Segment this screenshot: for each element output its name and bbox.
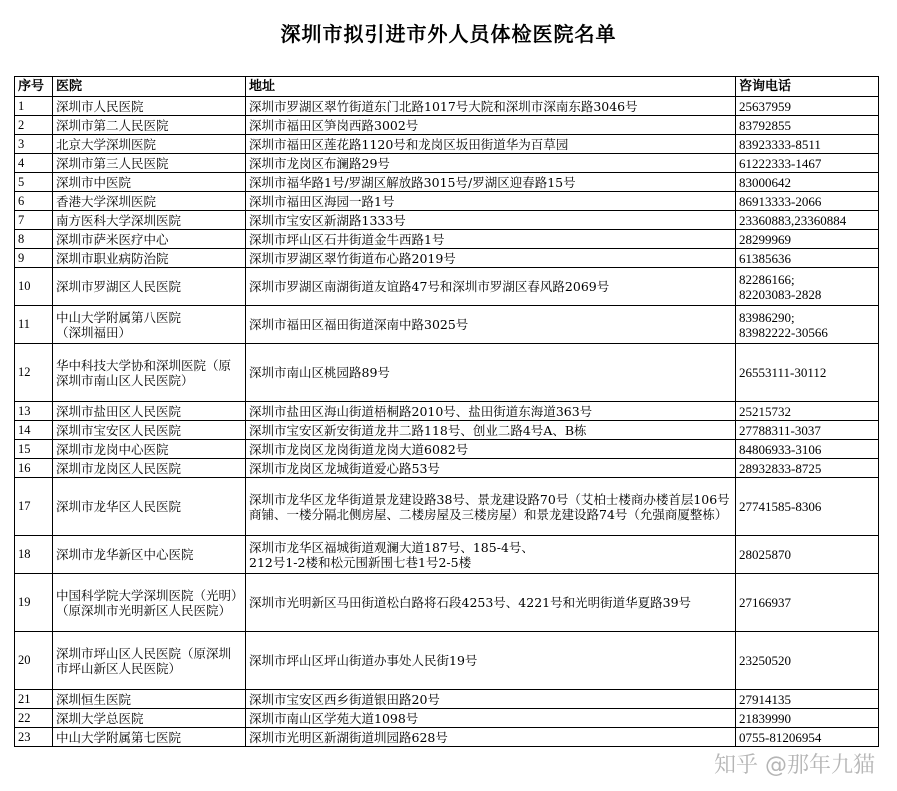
row-phone: 82286166; 82203083-2828 (736, 268, 879, 306)
table-row (15, 230, 879, 249)
row-seq: 4 (15, 154, 53, 173)
row-hospital: 中国科学院大学深圳医院（光明）（原深圳市光明新区人民医院） (53, 574, 246, 632)
row-hospital: 中山大学附属第八医院 （深圳福田） (53, 306, 246, 344)
row-hospital: 中山大学附属第七医院 (53, 728, 246, 747)
row-seq: 8 (15, 230, 53, 249)
row-hospital: 华中科技大学协和深圳医院（原深圳市南山区人民医院） (53, 344, 246, 402)
row-hospital: 深圳市中医院 (53, 173, 246, 192)
row-phone: 84806933-3106 (736, 440, 879, 459)
row-seq: 3 (15, 135, 53, 154)
row-address: 深圳市龙岗区龙岗街道龙岗大道6082号 (246, 440, 736, 459)
row-phone: 86913333-2066 (736, 192, 879, 211)
row-phone: 25215732 (736, 402, 879, 421)
table-row (15, 192, 879, 211)
row-phone: 61222333-1467 (736, 154, 879, 173)
row-seq: 11 (15, 306, 53, 344)
header-address: 地址 (246, 77, 736, 97)
row-seq: 19 (15, 574, 53, 632)
row-address: 深圳市福田区福田街道深南中路3025号 (246, 306, 736, 344)
row-hospital: 深圳恒生医院 (53, 690, 246, 709)
row-seq: 5 (15, 173, 53, 192)
watermark: 知乎 @那年九猫 (714, 753, 875, 778)
row-seq: 13 (15, 402, 53, 421)
row-address: 深圳市福田区莲花路1120号和龙岗区坂田街道华为百草园 (246, 135, 736, 154)
row-hospital: 北京大学深圳医院 (53, 135, 246, 154)
row-phone: 83923333-8511 (736, 135, 879, 154)
row-seq: 16 (15, 459, 53, 478)
row-hospital: 深圳市罗湖区人民医院 (53, 268, 246, 306)
table-row (15, 211, 879, 230)
row-hospital: 深圳市龙华区人民医院 (53, 478, 246, 536)
row-seq: 17 (15, 478, 53, 536)
table-row (15, 116, 879, 135)
row-address: 深圳市南山区桃园路89号 (246, 344, 736, 402)
row-phone: 61385636 (736, 249, 879, 268)
row-address: 深圳市坪山区石井街道金牛西路1号 (246, 230, 736, 249)
row-hospital: 南方医科大学深圳医院 (53, 211, 246, 230)
row-phone: 28299969 (736, 230, 879, 249)
row-address: 深圳市福华路1号/罗湖区解放路3015号/罗湖区迎春路15号 (246, 173, 736, 192)
table-row (15, 154, 879, 173)
row-phone: 27741585-8306 (736, 478, 879, 536)
table-row (15, 268, 879, 306)
table-header-row (15, 77, 879, 97)
row-hospital: 深圳市龙岗中心医院 (53, 440, 246, 459)
row-phone: 26553111-30112 (736, 344, 879, 402)
row-hospital: 深圳大学总医院 (53, 709, 246, 728)
row-seq: 15 (15, 440, 53, 459)
header-hospital: 医院 (53, 77, 246, 97)
row-address: 深圳市光明新区马田街道松白路将石段4253号、4221号和光明街道华夏路39号 (246, 574, 736, 632)
row-address: 深圳市坪山区坪山街道办事处人民街19号 (246, 632, 736, 690)
table-row (15, 421, 879, 440)
header-phone: 咨询电话 (736, 77, 879, 97)
table-row (15, 728, 879, 747)
table-row (15, 249, 879, 268)
table-row (15, 344, 879, 402)
table-row (15, 478, 879, 536)
row-hospital: 深圳市人民医院 (53, 97, 246, 116)
row-phone: 27166937 (736, 574, 879, 632)
row-address: 深圳市龙岗区龙城街道爱心路53号 (246, 459, 736, 478)
row-phone: 23360883,23360884 (736, 211, 879, 230)
row-hospital: 深圳市龙华新区中心医院 (53, 536, 246, 574)
table-row (15, 632, 879, 690)
row-phone: 21839990 (736, 709, 879, 728)
table-row (15, 459, 879, 478)
table-row (15, 97, 879, 116)
table-row (15, 690, 879, 709)
row-address: 深圳市福田区海园一路1号 (246, 192, 736, 211)
row-seq: 9 (15, 249, 53, 268)
row-address: 深圳市龙华区福城街道观澜大道187号、185-4号、 212号1-2楼和松元围新围七巷1号2-5楼 (246, 536, 736, 574)
row-address: 深圳市南山区学苑大道1098号 (246, 709, 736, 728)
row-address: 深圳市龙华区龙华街道景龙建设路38号、景龙建设路70号（艾柏士楼商办楼首层106号商铺、一楼分隔北侧房屋、二楼房屋及三楼房屋）和景龙建设路74号（允强商厦整栋） (246, 478, 736, 536)
row-phone: 28932833-8725 (736, 459, 879, 478)
table-row (15, 173, 879, 192)
row-seq: 10 (15, 268, 53, 306)
row-phone: 0755-81206954 (736, 728, 879, 747)
row-address: 深圳市宝安区新安街道龙井二路118号、创业二路4号A、B栋 (246, 421, 736, 440)
row-phone: 23250520 (736, 632, 879, 690)
row-hospital: 深圳市坪山区人民医院（原深圳市坪山新区人民医院） (53, 632, 246, 690)
row-phone: 83792855 (736, 116, 879, 135)
row-hospital: 深圳市萨米医疗中心 (53, 230, 246, 249)
row-hospital: 深圳市盐田区人民医院 (53, 402, 246, 421)
row-address: 深圳市盐田区海山街道梧桐路2010号、盐田街道东海道363号 (246, 402, 736, 421)
row-hospital: 深圳市龙岗区人民医院 (53, 459, 246, 478)
hospital-table (14, 76, 879, 747)
row-hospital: 深圳市第二人民医院 (53, 116, 246, 135)
table-row (15, 306, 879, 344)
row-seq: 1 (15, 97, 53, 116)
row-seq: 7 (15, 211, 53, 230)
row-address: 深圳市罗湖区翠竹街道东门北路1017号大院和深圳市深南东路3046号 (246, 97, 736, 116)
row-seq: 12 (15, 344, 53, 402)
table-row (15, 440, 879, 459)
row-seq: 22 (15, 709, 53, 728)
row-address: 深圳市福田区笋岗西路3002号 (246, 116, 736, 135)
row-address: 深圳市宝安区新湖路1333号 (246, 211, 736, 230)
row-address: 深圳市罗湖区翠竹街道布心路2019号 (246, 249, 736, 268)
table-row (15, 709, 879, 728)
row-phone: 27788311-3037 (736, 421, 879, 440)
row-address: 深圳市罗湖区南湖街道友谊路47号和深圳市罗湖区春风路2069号 (246, 268, 736, 306)
table-row (15, 574, 879, 632)
row-address: 深圳市光明区新湖街道圳园路628号 (246, 728, 736, 747)
row-seq: 18 (15, 536, 53, 574)
row-hospital: 香港大学深圳医院 (53, 192, 246, 211)
row-phone: 83986290; 83982222-30566 (736, 306, 879, 344)
row-address: 深圳市宝安区西乡街道银田路20号 (246, 690, 736, 709)
row-hospital: 深圳市职业病防治院 (53, 249, 246, 268)
row-seq: 20 (15, 632, 53, 690)
table-row (15, 402, 879, 421)
row-seq: 14 (15, 421, 53, 440)
row-phone: 27914135 (736, 690, 879, 709)
row-phone: 83000642 (736, 173, 879, 192)
header-seq: 序号 (15, 77, 53, 97)
row-seq: 6 (15, 192, 53, 211)
row-hospital: 深圳市宝安区人民医院 (53, 421, 246, 440)
table-row (15, 536, 879, 574)
row-phone: 28025870 (736, 536, 879, 574)
table-row (15, 135, 879, 154)
row-hospital: 深圳市第三人民医院 (53, 154, 246, 173)
row-address: 深圳市龙岗区布澜路29号 (246, 154, 736, 173)
row-seq: 2 (15, 116, 53, 135)
page-title: 深圳市拟引进市外人员体检医院名单 (280, 22, 617, 46)
row-seq: 23 (15, 728, 53, 747)
row-phone: 25637959 (736, 97, 879, 116)
row-seq: 21 (15, 690, 53, 709)
